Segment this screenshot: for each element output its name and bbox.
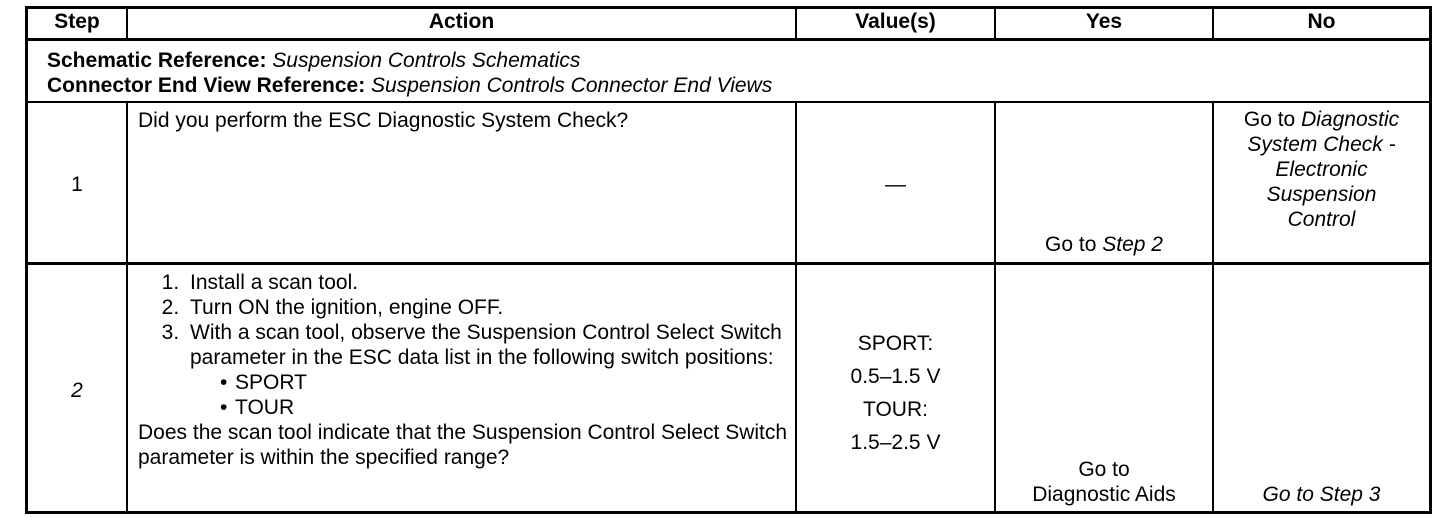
- header-action: Action: [428, 10, 495, 33]
- switch-position: • TOUR: [220, 395, 788, 420]
- row1-no-link-part[interactable]: Suspension: [1266, 183, 1377, 206]
- row1-no-link-part[interactable]: System Check -: [1247, 133, 1396, 156]
- value-sport-label: SPORT:: [857, 332, 934, 355]
- col-divider-values: [994, 101, 996, 514]
- value-tour-label: TOUR:: [863, 398, 928, 421]
- row1-divider: [25, 262, 1432, 265]
- row1-yes-prefix: Go to: [1045, 233, 1097, 256]
- schematic-reference: [47, 48, 1417, 73]
- schematic-reference-label: Schematic Reference:: [47, 49, 267, 72]
- row1-no-action: [1214, 107, 1429, 232]
- header-no: No: [1307, 10, 1336, 33]
- reference-divider: [25, 101, 1432, 103]
- row2-yes-prefix: Go to: [1078, 458, 1130, 481]
- row2-step-label: 2: [71, 379, 83, 402]
- schematic-reference-link[interactable]: Suspension Controls Schematics: [272, 49, 581, 72]
- row2-switch-positions: [128, 370, 788, 420]
- header-divider: [25, 38, 1432, 41]
- row1-no-link-part[interactable]: Control: [1287, 208, 1356, 231]
- action-step: 2. Turn ON the ignition, engine OFF.: [185, 295, 788, 320]
- row1-action-question: Did you perform the ESC Diagnostic System Check?: [138, 109, 629, 132]
- row2-yes-link[interactable]: Diagnostic Aids: [1032, 483, 1176, 506]
- row2-values: [797, 327, 994, 459]
- connector-reference: [47, 73, 1417, 98]
- row2-no-link[interactable]: Go to Step 3: [1262, 483, 1381, 506]
- action-step: 3. With a scan tool, observe the Suspension Control Select Switch parameter in the ESC data list in the following switch positions:: [185, 320, 788, 370]
- connector-reference-link[interactable]: Suspension Controls Connector End Views: [371, 74, 773, 97]
- row1-value: —: [885, 173, 906, 196]
- row2-step-number: [28, 378, 126, 403]
- connector-reference-label: Connector End View Reference:: [47, 74, 366, 97]
- action-step: 1. Install a scan tool.: [185, 270, 788, 295]
- header-values: Value(s): [855, 10, 936, 33]
- header-step: Step: [54, 10, 100, 33]
- row2-action-steps: [128, 270, 788, 370]
- row2-yes-action: [996, 457, 1212, 507]
- row1-yes-link[interactable]: Step 2: [1102, 233, 1163, 256]
- row1-no-link-part[interactable]: Electronic: [1275, 158, 1368, 181]
- row1-no-line1: [1214, 107, 1429, 132]
- header-yes: Yes: [1085, 10, 1123, 33]
- row1-yes-action: [996, 232, 1212, 257]
- switch-position: • SPORT: [220, 370, 788, 395]
- row1-step-number: 1: [71, 173, 83, 196]
- row2-action-question: Does the scan tool indicate that the Suspension Control Select Switch parameter is within the specified range?: [138, 421, 788, 469]
- row2-action: [128, 270, 788, 470]
- row2-no-action: [1214, 482, 1429, 507]
- row1-no-prefix: Go to: [1243, 108, 1296, 131]
- row1-no-link-part[interactable]: Diagnostic: [1301, 108, 1400, 131]
- value-sport-range: 0.5–1.5 V: [850, 365, 941, 388]
- value-tour-range: 1.5–2.5 V: [850, 431, 941, 454]
